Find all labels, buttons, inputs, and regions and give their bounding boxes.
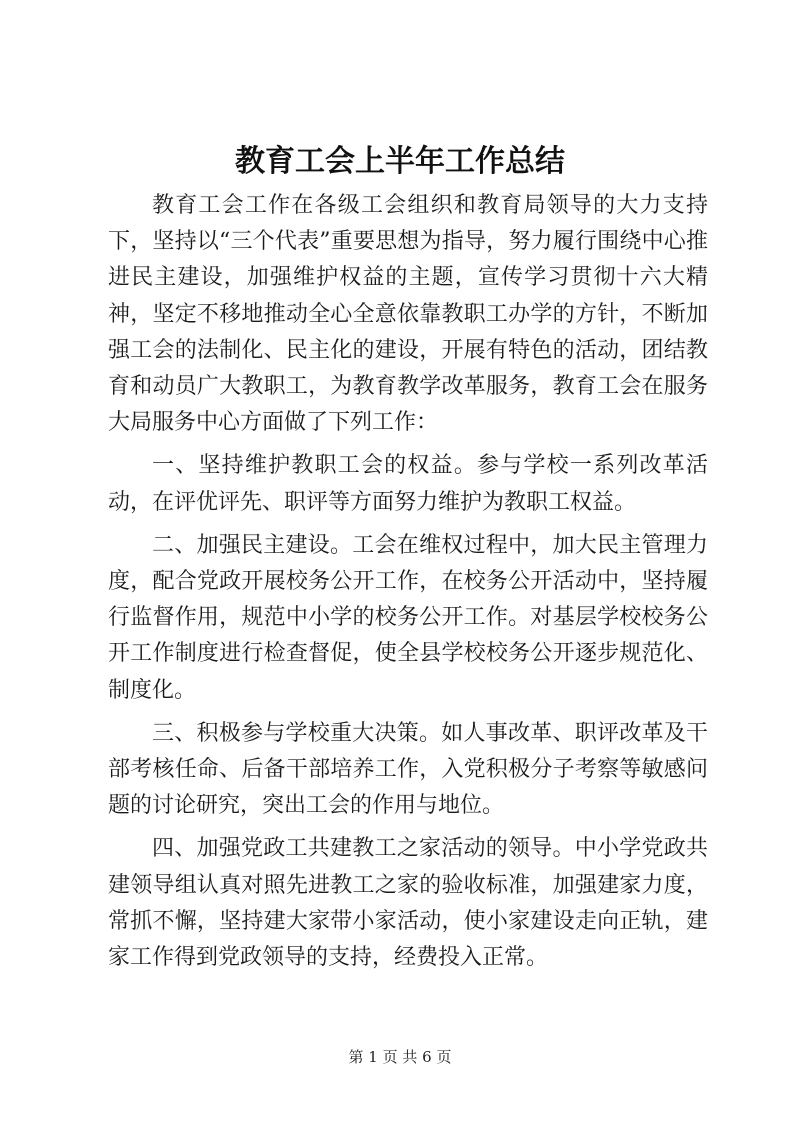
paragraph-item-2: 二、加强民主建设。工会在维权过程中，加大民主管理力度，配合党政开展校务公开工作，在校务公开活动中，坚持履行监督作用，规范中小学的校务公开工作。对基层学校校务公开工作制度进行检查督促，使全县学校校务公开逐步规范化、制度化。 (108, 532, 708, 703)
document-title: 教育工会上半年工作总结 (235, 144, 565, 179)
paragraph-item-1: 一、坚持维护教职工会的权益。参与学校一系列改革活动，在评优评先、职评等方面努力维护为教职工权益。 (108, 453, 708, 515)
paragraph-intro: 教育工会工作在各级工会组织和教育局领导的大力支持下，坚持以“三个代表”重要思想为指导，努力履行围绕中心推进民主建设，加强维护权益的主题，宣传学习贯彻十六大精神，坚定不移地推动全心全意依靠教职工办学的方针，不断加强工会的法制化、民主化的建设，开展有特色的活动，团结教育和动员广大教职工，为教育教学改革服务，教育工会在服务大局服务中心方面做了下列工作： (108, 193, 708, 436)
document-body (108, 188, 708, 983)
page-footer (0, 1047, 800, 1067)
paragraph-item-3: 三、积极参与学校重大决策。如人事改革、职评改革及干部考核任命、后备干部培养工作，入党积极分子考察等敏感问题的讨论研究，突出工会的作用与地位。 (108, 720, 708, 819)
page-number-label: 第 1 页 共 6 页 (348, 1048, 452, 1066)
paragraph-item-4: 四、加强党政工共建教工之家活动的领导。中小学党政共建领导组认真对照先进教工之家的验收标准，加强建家力度，常抓不懈，坚持建大家带小家活动，使小家建设走向正轨，建家工作得到党政领导的支持，经费投入正常。 (108, 836, 708, 971)
